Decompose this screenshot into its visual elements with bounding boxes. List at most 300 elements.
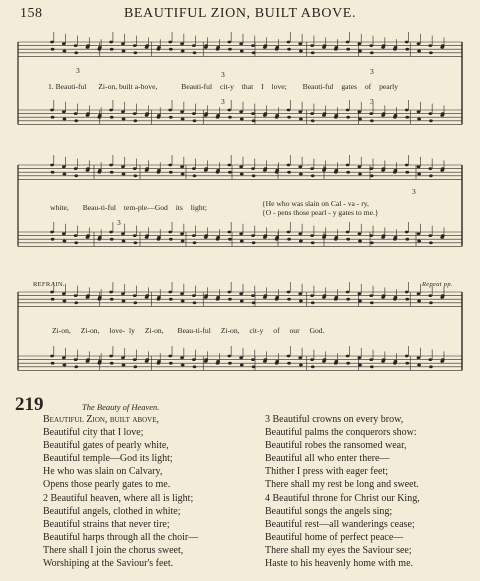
note-head	[252, 119, 256, 122]
note-head	[287, 362, 291, 365]
note-head	[62, 232, 66, 235]
note-head	[192, 358, 196, 361]
note-head	[298, 356, 302, 359]
note-head	[405, 362, 409, 365]
note-head	[227, 355, 231, 358]
note-head	[299, 118, 303, 121]
verse-line: Beautiful strains that never tire;	[43, 519, 170, 531]
note-head	[180, 232, 184, 235]
note-head	[122, 300, 126, 303]
note-head	[287, 298, 291, 301]
verse-3	[265, 413, 419, 492]
note-head	[429, 174, 433, 177]
note-head	[180, 165, 184, 168]
note-head	[168, 164, 172, 167]
note-head	[168, 41, 172, 44]
lyric-word: Beauti-ful	[181, 82, 213, 91]
note-head	[369, 358, 373, 361]
note-head	[74, 167, 78, 170]
lyrics-line-2	[50, 203, 207, 212]
lyric-word: cit	[249, 326, 258, 335]
note-head	[370, 365, 374, 368]
triplet-mark: 3	[221, 70, 225, 79]
note-head	[62, 42, 66, 45]
lyric-word: light;	[190, 203, 207, 212]
note-head	[429, 301, 433, 304]
lyric-word: 1. Beauti-ful	[48, 82, 87, 91]
note-head	[228, 238, 232, 241]
note-head	[192, 44, 196, 47]
note-head	[287, 116, 291, 119]
note-head	[51, 116, 55, 119]
verse-line: Beautiful home of perfect peace—	[265, 532, 404, 544]
note-head	[428, 234, 432, 237]
note-head	[169, 238, 173, 241]
note-head	[192, 234, 196, 237]
note-head	[133, 119, 137, 122]
note-head	[287, 355, 291, 358]
note-head	[346, 238, 350, 241]
note-head	[417, 232, 421, 235]
verse-line: Beautiful all who enter there—	[265, 453, 390, 465]
note-head	[110, 298, 114, 301]
note-head	[239, 356, 243, 359]
note-head	[417, 292, 421, 295]
verse-line: Opens those pearly gates to me.	[43, 479, 171, 491]
note-head	[405, 109, 409, 112]
note-head	[310, 294, 314, 297]
note-head	[240, 240, 244, 243]
note-head	[74, 119, 78, 122]
lyric-word: God.	[309, 326, 325, 335]
note-head	[239, 292, 243, 295]
note-head	[298, 165, 302, 168]
repeat-label: Repeat pp.	[422, 281, 453, 288]
note-head	[121, 110, 125, 113]
note-head	[181, 173, 185, 176]
note-head	[369, 234, 373, 237]
note-head	[228, 116, 232, 119]
note-head	[251, 358, 255, 361]
note-head	[299, 240, 303, 243]
note-head	[299, 50, 303, 53]
note-head	[62, 110, 66, 113]
verse-line: Haste to his heavenly home with me.	[265, 558, 414, 570]
note-head	[63, 173, 67, 176]
note-head	[429, 365, 433, 368]
note-head	[74, 234, 78, 237]
note-head	[428, 167, 432, 170]
note-head	[192, 112, 196, 115]
note-head	[299, 300, 303, 303]
lyric-word: Beau-ti-ful	[82, 203, 117, 212]
lyric-word: Beauti-ful	[302, 82, 334, 91]
note-head	[358, 110, 362, 113]
note-head	[405, 48, 409, 51]
note-head	[311, 174, 315, 177]
note-head	[122, 50, 126, 53]
note-head	[287, 109, 291, 112]
lyric-word: -	[193, 326, 196, 335]
lyric-word: -	[87, 326, 90, 335]
lyric-word: tem-ple—God	[123, 203, 168, 212]
note-head	[358, 300, 362, 303]
note-head	[240, 300, 244, 303]
note-head	[252, 301, 256, 304]
note-head	[417, 110, 421, 113]
note-head	[370, 241, 374, 244]
note-head	[310, 44, 314, 47]
verse-1	[43, 413, 173, 492]
verse-line: Beautiful songs the angels sing;	[265, 506, 393, 518]
note-head	[251, 167, 255, 170]
note-head	[369, 167, 373, 170]
note-head	[346, 116, 350, 119]
note-head	[62, 165, 66, 168]
note-head	[298, 292, 302, 295]
note-head	[50, 109, 54, 112]
note-head	[51, 48, 55, 51]
note-head	[133, 358, 137, 361]
note-head	[63, 118, 67, 121]
note-head	[227, 41, 231, 44]
note-head	[193, 174, 197, 177]
note-head	[405, 231, 409, 234]
note-head	[133, 167, 137, 170]
note-head	[169, 116, 173, 119]
note-head	[252, 51, 256, 54]
triplet-mark: 3	[117, 218, 121, 227]
note-head	[122, 240, 126, 243]
triplet-mark: 3	[370, 97, 374, 106]
lyric-word: our	[289, 326, 300, 335]
note-head	[239, 110, 243, 113]
note-head	[358, 240, 362, 243]
note-head	[358, 42, 362, 45]
note-head	[369, 294, 373, 297]
note-head	[50, 164, 54, 167]
note-head	[74, 294, 78, 297]
lyrics-line-3	[52, 326, 325, 335]
note-head	[228, 48, 232, 51]
note-head	[299, 173, 303, 176]
note-head	[122, 118, 126, 121]
note-head	[109, 355, 113, 358]
note-head	[428, 358, 432, 361]
note-head	[298, 42, 302, 45]
note-head	[239, 42, 243, 45]
note-head	[346, 41, 350, 44]
note-head	[251, 112, 255, 115]
note-head	[311, 241, 315, 244]
note-head	[346, 48, 350, 51]
page-number: 158	[20, 6, 43, 21]
lyric-word: y	[259, 326, 264, 335]
note-head	[251, 234, 255, 237]
note-head	[358, 364, 362, 367]
note-head	[228, 362, 232, 365]
verse-line: Beautiful palms the conquerors show:	[265, 427, 417, 439]
note-head	[180, 356, 184, 359]
lyric-word: on,	[89, 326, 100, 335]
note-head	[240, 50, 244, 53]
note-head	[62, 356, 66, 359]
lyric-word: gates	[341, 82, 357, 91]
note-head	[227, 291, 231, 294]
note-head	[417, 50, 421, 53]
note-head	[310, 112, 314, 115]
note-head	[133, 301, 137, 304]
verse-line: Worshiping at the Saviour's feet.	[43, 558, 174, 570]
note-head	[370, 119, 374, 122]
lyric-word: that	[241, 82, 254, 91]
note-head	[417, 300, 421, 303]
note-head	[251, 294, 255, 297]
note-head	[287, 231, 291, 234]
note-head	[74, 365, 78, 368]
note-head	[239, 165, 243, 168]
note-head	[121, 356, 125, 359]
note-head	[180, 292, 184, 295]
lyric-word: of	[273, 326, 280, 335]
note-head	[109, 109, 113, 112]
note-head	[310, 234, 314, 237]
note-head	[299, 364, 303, 367]
lyrics-line-1	[48, 82, 453, 91]
note-head	[110, 362, 114, 365]
note-head	[228, 171, 232, 174]
lyric-word: -	[122, 326, 125, 335]
note-head	[50, 231, 54, 234]
note-head	[358, 165, 362, 168]
note-head	[358, 356, 362, 359]
note-head	[405, 291, 409, 294]
note-head	[51, 362, 55, 365]
note-head	[109, 231, 113, 234]
lyric-word: white,	[50, 203, 69, 212]
note-head	[287, 41, 291, 44]
note-head	[227, 164, 231, 167]
verse-2	[43, 492, 198, 571]
note-head	[168, 355, 172, 358]
note-head	[74, 112, 78, 115]
lyric-word: love;	[271, 82, 287, 91]
note-head	[193, 51, 197, 54]
lyric-word: pearly	[379, 82, 399, 91]
lyric-word: -	[227, 326, 231, 335]
note-head	[133, 365, 137, 368]
note-head	[193, 119, 197, 122]
note-head	[168, 109, 172, 112]
lyric-word: cit-y	[219, 82, 234, 91]
note-head	[239, 232, 243, 235]
note-head	[405, 298, 409, 301]
note-head	[50, 355, 54, 358]
verse-line: Beautiful temple—God its light;	[43, 453, 173, 465]
lyric-word: ful	[202, 326, 211, 335]
lyric-text: O - pens those pearl - y gates to me.	[265, 208, 375, 217]
note-head	[417, 364, 421, 367]
note-head	[346, 171, 350, 174]
note-head	[109, 291, 113, 294]
note-head	[417, 356, 421, 359]
note-head	[133, 112, 137, 115]
lyric-word: -	[151, 326, 155, 335]
note-head	[74, 174, 78, 177]
lyric-word: Zi	[80, 326, 88, 335]
lyric-word: -	[199, 326, 203, 335]
note-head	[405, 171, 409, 174]
note-head	[240, 364, 244, 367]
verse-line: Beautiful rest—all wanderings cease;	[265, 519, 415, 531]
lyric-word: -	[257, 326, 260, 335]
note-head	[180, 42, 184, 45]
lyric-word: I	[261, 82, 264, 91]
note-head	[252, 174, 256, 177]
lyric-text: He who was slain on Cal - va - ry,	[265, 199, 369, 208]
lyric-word: on,	[154, 326, 164, 335]
lyric-word: ti	[195, 326, 200, 335]
note-head	[50, 291, 54, 294]
note-head	[358, 232, 362, 235]
note-head	[63, 364, 67, 367]
note-head	[169, 171, 173, 174]
note-head	[251, 44, 255, 47]
triplet-mark: 3	[221, 97, 225, 106]
note-head	[405, 41, 409, 44]
note-head	[168, 231, 172, 234]
note-head	[311, 365, 315, 368]
verse-line: He who was slain on Calvary,	[43, 466, 163, 478]
note-head	[287, 171, 291, 174]
note-head	[110, 171, 114, 174]
note-head	[252, 241, 256, 244]
note-head	[63, 240, 67, 243]
verse-line: Beautiful harps through all the choir—	[43, 532, 199, 544]
verse-line: There shall my eyes the Saviour see;	[265, 545, 412, 557]
triplet-mark: 3	[76, 66, 80, 75]
verse-line: There shall I join the chorus sweet,	[43, 545, 184, 557]
note-head	[346, 291, 350, 294]
note-head	[346, 109, 350, 112]
lyric-word: love	[109, 326, 123, 335]
triplet-mark: 3	[412, 187, 416, 196]
note-head	[63, 300, 67, 303]
lyric-word: Zi	[144, 326, 152, 335]
note-head	[428, 294, 432, 297]
verse-line: Thither I press with eager feet;	[265, 466, 389, 478]
note-head	[121, 42, 125, 45]
note-head	[298, 232, 302, 235]
note-head	[417, 240, 421, 243]
note-head	[405, 355, 409, 358]
note-head	[122, 364, 126, 367]
note-head	[311, 51, 315, 54]
note-head	[169, 298, 173, 301]
page-title: BEAUTIFUL ZION, BUILT ABOVE.	[123, 6, 357, 21]
note-head	[192, 294, 196, 297]
note-head	[122, 173, 126, 176]
note-head	[370, 174, 374, 177]
verse-line: Beautiful city that I love;	[43, 427, 144, 439]
refrain-label: REFRAIN.	[33, 281, 65, 288]
verse-line: 2 Beautiful heaven, where all is light;	[43, 493, 194, 504]
note-head	[240, 118, 244, 121]
triplet-mark: 3	[370, 67, 374, 76]
note-head	[133, 174, 137, 177]
verse-4	[265, 492, 420, 571]
note-head	[310, 358, 314, 361]
note-head	[51, 171, 55, 174]
lyric-word: ly	[128, 326, 135, 335]
note-head	[346, 164, 350, 167]
note-head	[133, 51, 137, 54]
note-head	[287, 164, 291, 167]
note-head	[227, 231, 231, 234]
note-head	[133, 294, 137, 297]
note-head	[311, 301, 315, 304]
lyric-word: on,	[61, 326, 71, 335]
note-head	[181, 240, 185, 243]
note-head	[369, 112, 373, 115]
note-head	[74, 358, 78, 361]
note-head	[370, 301, 374, 304]
lyric-word: Beau	[177, 326, 194, 335]
note-head	[405, 116, 409, 119]
note-head	[240, 173, 244, 176]
note-head	[358, 292, 362, 295]
note-head	[287, 238, 291, 241]
note-head	[346, 362, 350, 365]
lyrics-line-2-verse-2: {O - pens those pearl - y gates to me.}	[262, 208, 379, 217]
note-head	[74, 301, 78, 304]
note-head	[181, 300, 185, 303]
verse-line: 3 Beautiful crowns on every brow,	[265, 414, 404, 425]
note-head	[358, 118, 362, 121]
note-head	[74, 51, 78, 54]
note-head	[346, 298, 350, 301]
hymn-number: 219	[15, 394, 44, 415]
note-head	[417, 42, 421, 45]
note-head	[121, 232, 125, 235]
note-head	[417, 165, 421, 168]
note-head	[310, 167, 314, 170]
lyric-word: -	[58, 326, 62, 335]
note-head	[193, 365, 197, 368]
note-head	[428, 44, 432, 47]
note-head	[429, 119, 433, 122]
note-head	[62, 292, 66, 295]
note-head	[311, 119, 315, 122]
hymn-subtitle: The Beauty of Heaven.	[82, 402, 160, 412]
note-head	[133, 234, 137, 237]
note-head	[370, 51, 374, 54]
note-head	[121, 165, 125, 168]
note-head	[405, 164, 409, 167]
note-head	[181, 364, 185, 367]
lyric-word: Zi	[52, 326, 59, 335]
note-head	[429, 241, 433, 244]
note-head	[228, 298, 232, 301]
note-head	[109, 164, 113, 167]
note-head	[51, 298, 55, 301]
note-head	[133, 44, 137, 47]
lyric-word: its	[175, 203, 183, 212]
note-head	[287, 48, 291, 51]
note-head	[51, 238, 55, 241]
note-head	[227, 109, 231, 112]
lyric-word: on,	[230, 326, 240, 335]
